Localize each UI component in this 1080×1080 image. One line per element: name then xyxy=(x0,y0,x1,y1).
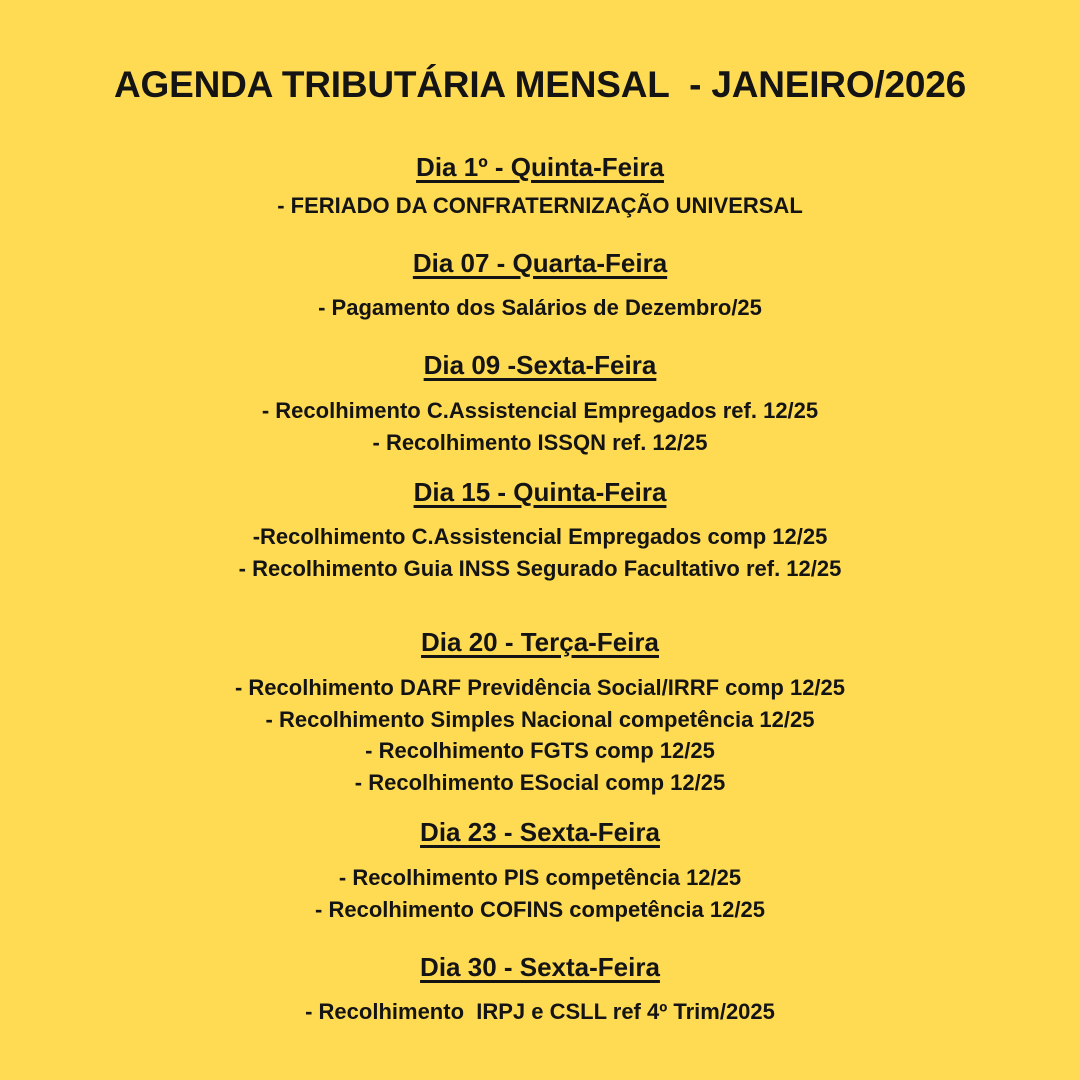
day-section-20 xyxy=(0,627,1080,799)
list-item: - Recolhimento ESocial comp 12/25 xyxy=(354,770,726,796)
list-item: - FERIADO DA CONFRATERNIZAÇÃO UNIVERSAL xyxy=(277,192,803,218)
list-item: - Recolhimento IRPJ e CSLL ref 4º Trim/2025 xyxy=(305,999,775,1025)
day-section-15 xyxy=(0,477,1080,585)
list-item: -Recolhimento C.Assistencial Empregados comp 12/25 xyxy=(252,524,828,550)
list-item: - Recolhimento Guia INSS Segurado Facultativo ref. 12/25 xyxy=(238,556,842,582)
day-items xyxy=(0,292,1080,324)
day-heading: Dia 09 -Sexta-Feira xyxy=(423,350,657,381)
day-heading: Dia 20 - Terça-Feira xyxy=(421,627,659,658)
list-item: - Recolhimento C.Assistencial Empregados ref. 12/25 xyxy=(261,397,819,423)
day-heading: Dia 23 - Sexta-Feira xyxy=(420,817,660,848)
list-item: - Recolhimento ISSQN ref. 12/25 xyxy=(372,429,708,455)
day-section-01 xyxy=(0,152,1080,222)
day-items xyxy=(0,672,1080,800)
day-heading: Dia 30 - Sexta-Feira xyxy=(420,951,660,982)
page-title: AGENDA TRIBUTÁRIA MENSAL - JANEIRO/2026 xyxy=(113,64,966,105)
day-section-07 xyxy=(0,248,1080,325)
list-item: - Recolhimento PIS competência 12/25 xyxy=(338,864,742,890)
day-items xyxy=(0,190,1080,222)
day-sections-list xyxy=(0,152,1080,1028)
day-section-30 xyxy=(0,952,1080,1029)
list-item: - Recolhimento FGTS comp 12/25 xyxy=(365,738,715,764)
day-heading: Dia 07 - Quarta-Feira xyxy=(412,247,668,278)
day-items xyxy=(0,395,1080,459)
day-items xyxy=(0,862,1080,926)
list-item: - Pagamento dos Salários de Dezembro/25 xyxy=(318,295,762,321)
day-heading: Dia 1º - Quinta-Feira xyxy=(416,152,664,182)
day-items xyxy=(0,996,1080,1028)
day-items xyxy=(0,521,1080,585)
list-item: - Recolhimento Simples Nacional competência 12/25 xyxy=(265,706,815,732)
list-item: - Recolhimento DARF Previdência Social/IRRF comp 12/25 xyxy=(234,674,846,700)
day-section-23 xyxy=(0,817,1080,925)
day-section-09 xyxy=(0,350,1080,458)
day-heading: Dia 15 - Quinta-Feira xyxy=(413,476,667,507)
list-item: - Recolhimento COFINS competência 12/25 xyxy=(315,896,765,922)
